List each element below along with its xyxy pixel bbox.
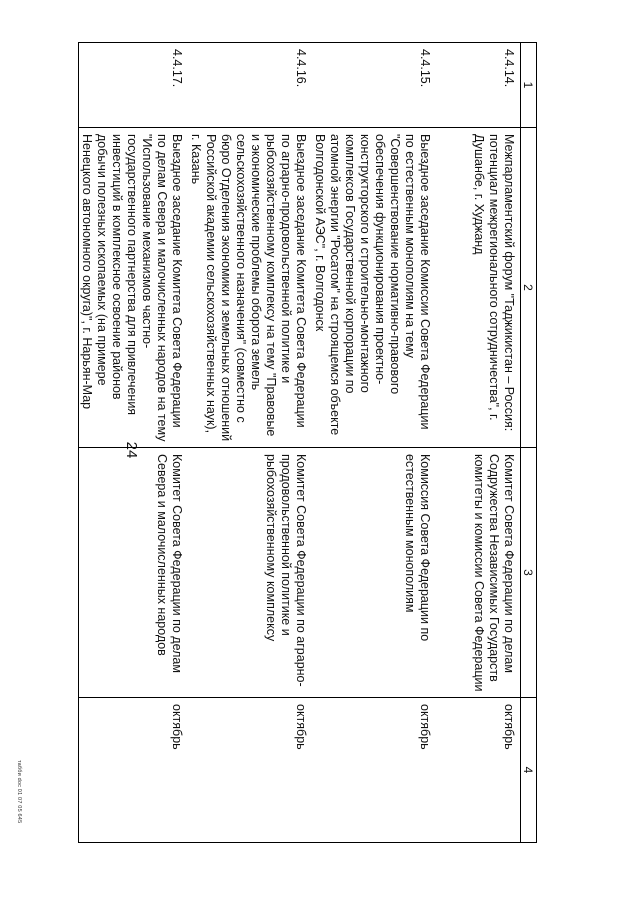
header-row [521,43,537,843]
header-col-1: 1 [521,43,537,128]
table-row [79,43,189,843]
term: октябрь [437,698,521,843]
responsible-party: Комитет Совета Федерации по делам Севера и малочисленных народов [79,448,189,698]
row-number: 4.4.14. [437,43,521,128]
header-col-3: 3 [521,448,537,698]
header-col-4: 4 [521,698,537,843]
event-description: Выездное заседание Комитета Совета Федерации по аграрно-продовольственной политике и рыбохозяйственному комплексу на тему "Правовые и экономические проблемы оборота земель сельскохозяйственного назначения" (совместно с бюро Отделения экономики и земельных отношений Российской академии сельскохозяйственных наук), г. Казань [189,128,313,448]
row-number: 4.4.15. [313,43,437,128]
responsible-party: Комитет Совета Федерации по аграрно-продовольственной политике и рыбохозяйственному комплексу [189,448,313,698]
header-col-2: 2 [521,128,537,448]
responsible-party: Комитет Совета Федерации по делам Содружества Независимых Государств комитеты и комиссии Совета Федерации [437,448,521,698]
term: октябрь [313,698,437,843]
plan-table [79,42,538,843]
table-row [437,43,521,843]
event-description: Межпарламентский форум "Таджикистан – Россия: потенциал межрегионального сотрудничества", г. Душанбе, г. Худжанд [437,128,521,448]
term: октябрь [189,698,313,843]
term: октябрь [79,698,189,843]
event-description: Выездное заседание Комиссии Совета Федерации по естественным монополиям на тему "Совершенствование нормативно-правового обеспечения функционирования проектно-конструкторского и строительно-монтажного комплексов Государственной корпорации по атомной энергии "Росатом" на строящемся объекте Волгодонской АЭС", г. Волгодонск [313,128,437,448]
row-number: 4.4.16. [189,43,313,128]
file-info: табби doc 01 07 05 645 [16,760,22,824]
table-row [189,43,313,843]
page-number: 24 [123,441,140,459]
event-description: Выездное заседание Комитета Совета Федерации по делам Севера и малочисленных народов на тему "Использование механизмов частно-государственного партнерства для привлечения инвестиций в комплексное освоение районов добычи полезных ископаемых (на примере Ненецкого автономного округа)", г. Нарьян-Мар [79,128,189,448]
responsible-party: Комиссия Совета Федерации по естественным монополиям [313,448,437,698]
row-number: 4.4.17. [79,43,189,128]
table-row [313,43,437,843]
